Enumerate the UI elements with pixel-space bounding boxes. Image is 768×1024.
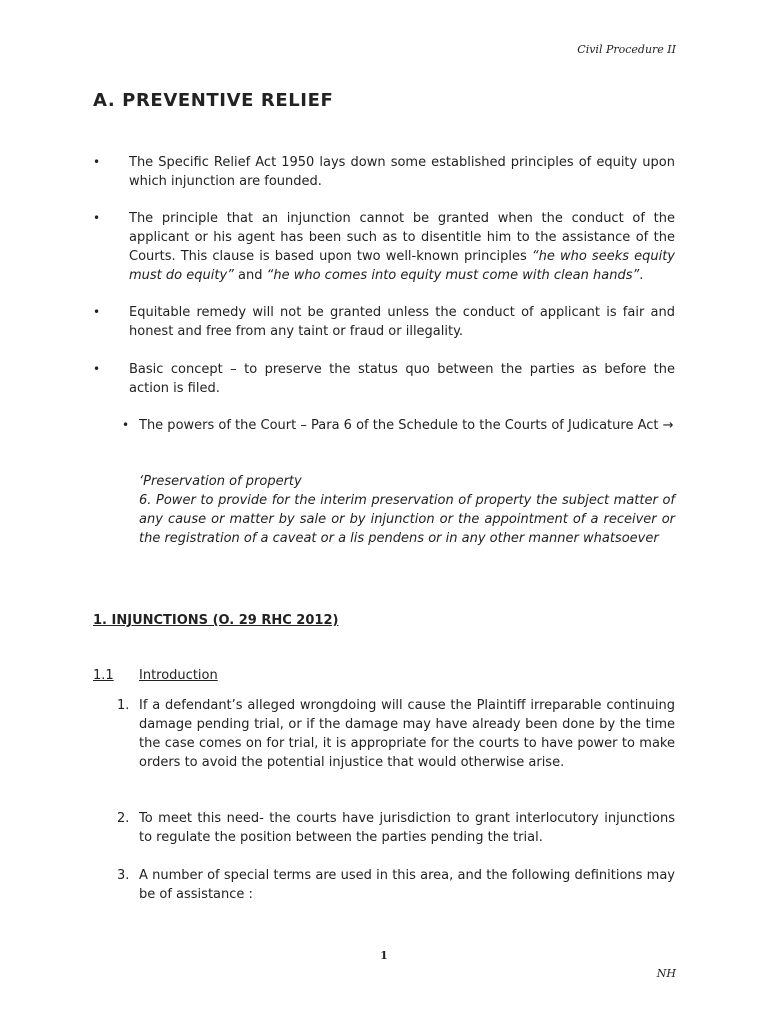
bullet-text: The Specific Relief Act 1950 lays down some established principles of equity upon which injunction are founded. xyxy=(129,155,675,189)
equity-maxim-2: “he who comes into equity must come with clean hands” xyxy=(266,268,640,283)
bullet-marker: • xyxy=(93,155,101,169)
sub-bullet-marker: • xyxy=(122,418,130,432)
equity-maxim-1: “he who seeks equity must do equity” xyxy=(129,249,676,283)
bullet-marker: • xyxy=(93,305,101,319)
quote-title: ‘Preservation of property xyxy=(139,474,302,489)
bullet-text: Basic concept – to preserve the status quo between the parties as before the action is filed. xyxy=(129,362,675,396)
bullet-text xyxy=(129,209,675,285)
list-item-text: A number of special terms are used in this area, and the following definitions may be of assistance : xyxy=(139,868,675,902)
bullet-text-plain: The principle that an injunction cannot be granted when the conduct of the applicant or his agent has been such as to disentitle him to the assistance of the Courts. This clause is based upon two well-known principles xyxy=(129,211,675,264)
bullet-marker: • xyxy=(93,362,101,376)
bullet-text-plain: and xyxy=(233,268,267,283)
page-number: 1 xyxy=(380,949,388,962)
page-title: A. PREVENTIVE RELIEF xyxy=(93,90,334,111)
bullet-text: Equitable remedy will not be granted unless the conduct of applicant is fair and honest and free from any taint or fraud or illegality. xyxy=(129,305,675,339)
list-item-text: If a defendant’s alleged wrongdoing will cause the Plaintiff irreparable continuing damage pending trial, or if the damage may have already been done by the time the case comes on for trial, it is appropriate for the courts to have power to make orders to avoid the potential injustice that would otherwise arise. xyxy=(139,698,675,770)
list-item-number: 2. xyxy=(117,811,130,826)
bullet-marker: • xyxy=(93,211,101,225)
section-heading: 1. INJUNCTIONS (O. 29 RHC 2012) xyxy=(93,613,339,628)
list-item-text: To meet this need- the courts have jurisdiction to grant interlocutory injunctions to regulate the position between the parties pending the trial. xyxy=(139,811,675,845)
quote-body: 6. Power to provide for the interim preservation of property the subject matter of any cause or matter by sale or by injunction or the appointment of a receiver or the registration of a caveat or a lis pendens or in any other manner whatsoever xyxy=(139,493,675,546)
subsection-title: Introduction xyxy=(139,668,218,683)
list-item-number: 1. xyxy=(117,698,130,713)
bullet-text-plain: . xyxy=(639,268,644,283)
subsection-number: 1.1 xyxy=(93,668,114,683)
list-item-number: 3. xyxy=(117,868,130,883)
sub-bullet-text: The powers of the Court – Para 6 of the Schedule to the Courts of Judicature Act → xyxy=(139,418,674,433)
author-initials: NH xyxy=(656,967,676,980)
running-header: Civil Procedure II xyxy=(577,43,676,56)
